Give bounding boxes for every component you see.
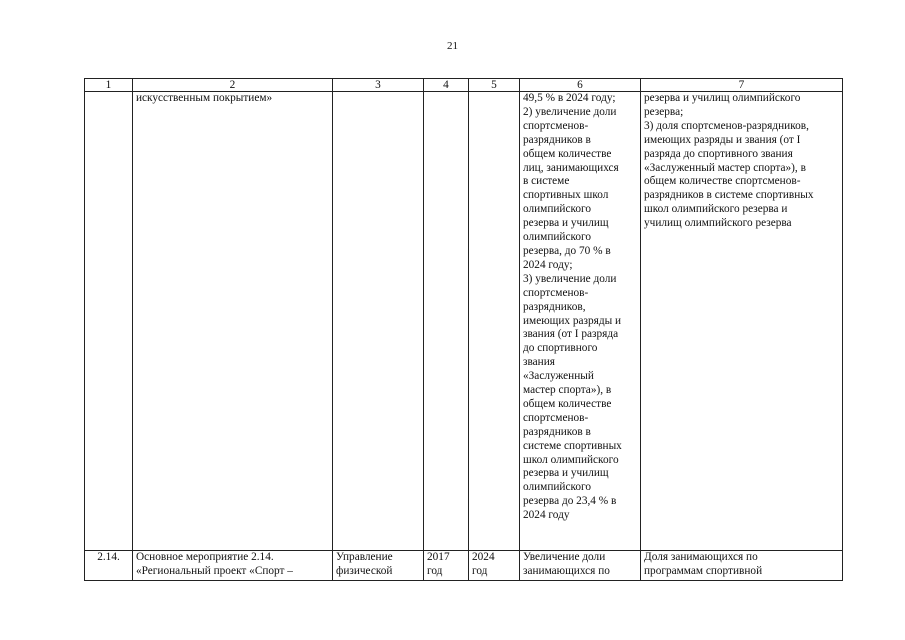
column-number-row (85, 79, 843, 92)
executor-cell: Управление физической (333, 551, 424, 581)
table-row (85, 551, 843, 581)
column-number: 5 (469, 79, 520, 92)
start-year-cell: 2017 год (424, 551, 469, 581)
indicator-link-cell: Доля занимающихся по программам спортивной (641, 551, 843, 581)
indicator-link-cell: резерва и училищ олимпийского резерва; 3) доля спортсменов-разрядников, имеющих разряды и звания (от I разряда до спортивного звания «Заслуженный мастер спорта»), в общем количестве спортсменов- разрядников в системе спортивных школ олимпийского резерва и училищ олимпийского резерва (641, 92, 843, 551)
column-number: 4 (424, 79, 469, 92)
end-year-cell: 2024 год (469, 551, 520, 581)
expected-result-cell: Увеличение доли занимающихся по (520, 551, 641, 581)
page-number: 21 (447, 40, 458, 52)
executor-cell (333, 92, 424, 551)
measures-table (84, 78, 843, 581)
column-number: 6 (520, 79, 641, 92)
end-year-cell (469, 92, 520, 551)
table-row (85, 92, 843, 551)
measure-name-cell: искусственным покрытием» (133, 92, 333, 551)
expected-result-cell: 49,5 % в 2024 году; 2) увеличение доли спортсменов- разрядников в общем количестве лиц, занимающихся в системе спортивных школ олимпийского резерва и училищ олимпийского резерва, до 70 % в 2024 году; 3) увеличение доли спортсменов- разрядников, имеющих разряды и звания (от I разряда до спортивного звания «Заслуженный мастер спорта»), в общем количестве спортсменов- разрядников в системе спортивных школ олимпийского резерва и училищ олимпийского резерва до 23,4 % в 2024 году (520, 92, 641, 551)
row-number-cell: 2.14. (85, 551, 133, 581)
measure-name-cell: Основное мероприятие 2.14. «Региональный проект «Спорт – (133, 551, 333, 581)
column-number: 7 (641, 79, 843, 92)
start-year-cell (424, 92, 469, 551)
column-number: 2 (133, 79, 333, 92)
column-number: 3 (333, 79, 424, 92)
column-number: 1 (85, 79, 133, 92)
row-number-cell (85, 92, 133, 551)
